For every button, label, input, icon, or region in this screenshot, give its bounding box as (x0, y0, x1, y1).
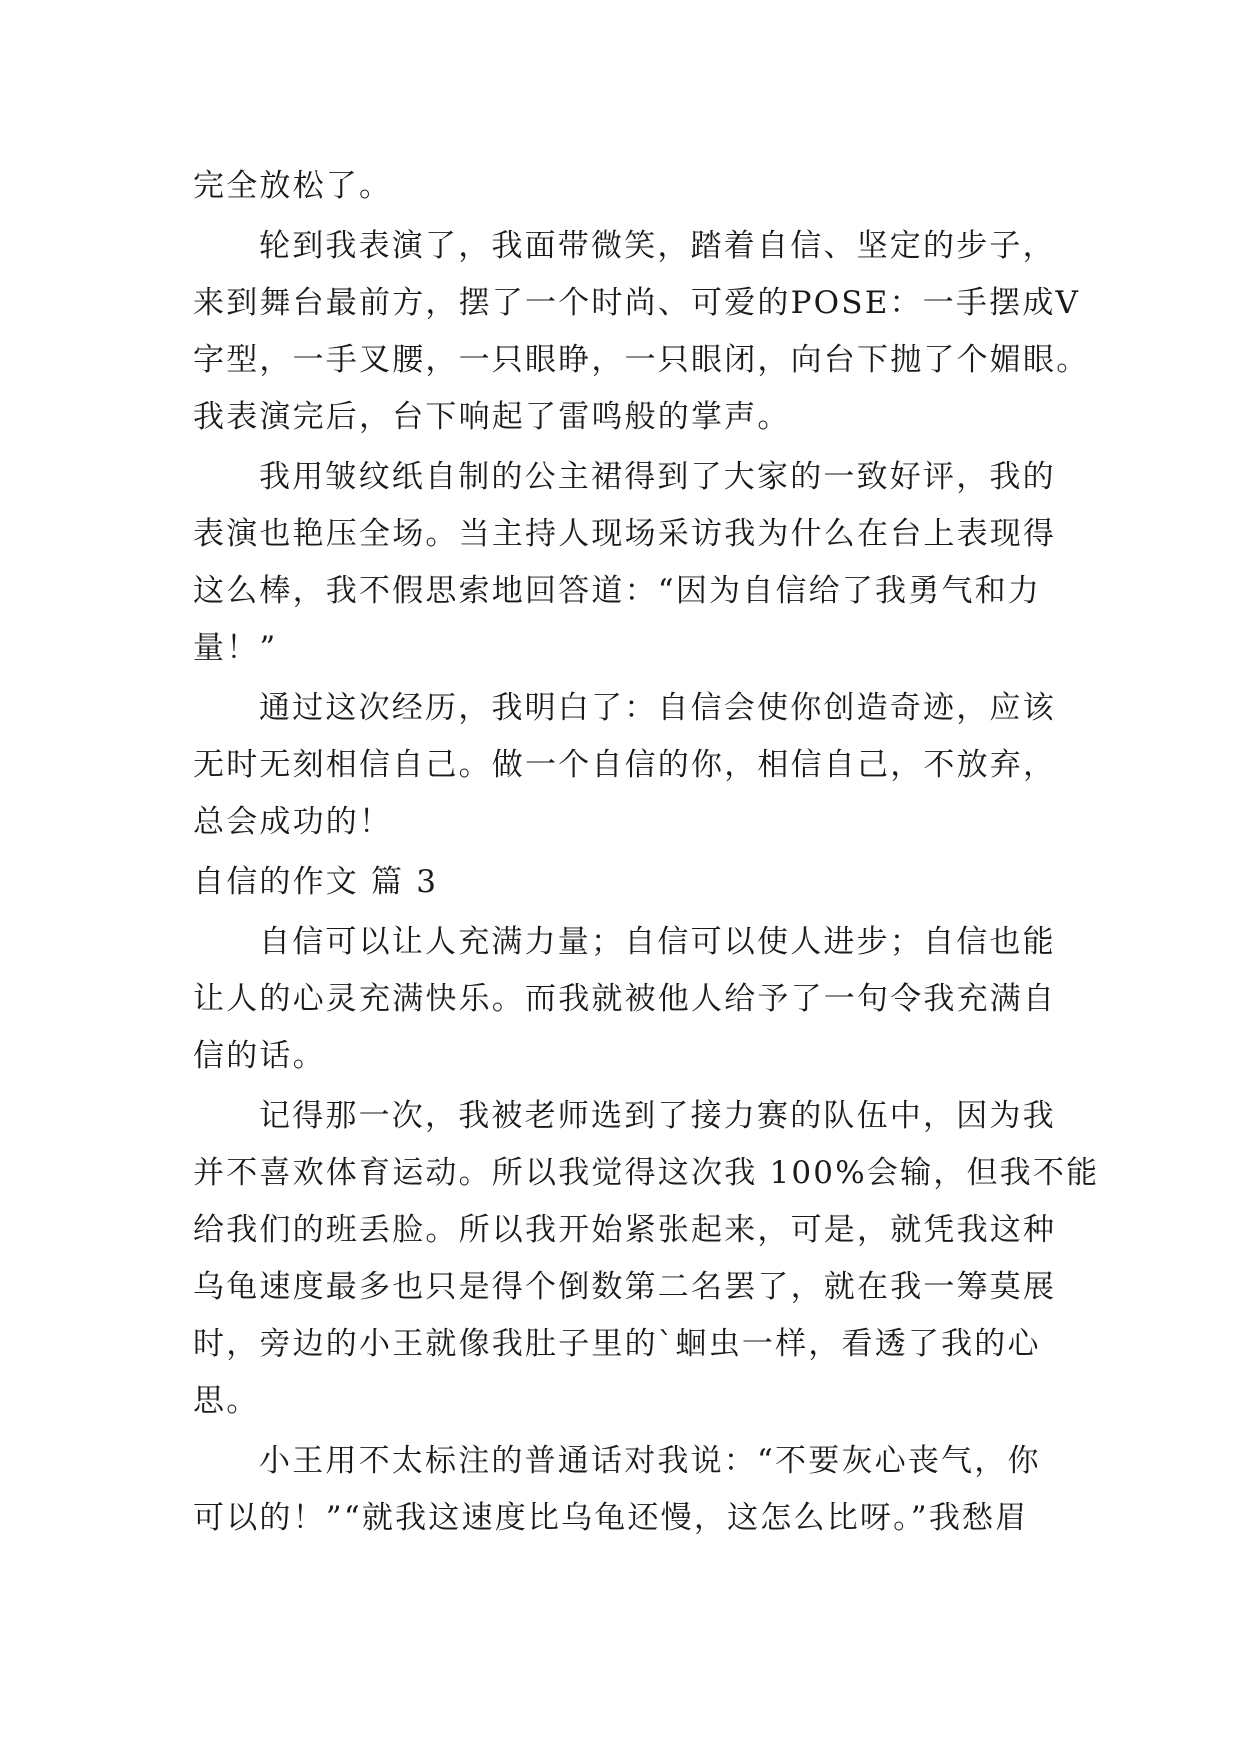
text-line: 记得那一次，我被老师选到了接力赛的队伍中，因为我 (259, 1098, 1056, 1134)
paragraph-intro (193, 914, 1057, 1085)
text-line: 信的话。 (193, 1038, 326, 1074)
text-line: 字型，一手叉腰，一只眼睁，一只眼闭，向台下抛了个媚眼。 (193, 342, 1090, 378)
text-line: 时，旁边的小王就像我肚子里的`蛔虫一样，看透了我的心 (193, 1326, 1041, 1362)
text-line: 乌龟速度最多也只是得个倒数第二名罢了，就在我一筹莫展 (193, 1269, 1057, 1305)
text-line: 可以的！”“就我这速度比乌龟还慢，这怎么比呀。”我愁眉 (193, 1500, 1029, 1536)
text-line: 完全放松了。 (193, 168, 393, 204)
text-line: 轮到我表演了，我面带微笑，踏着自信、坚定的步子， (259, 228, 1056, 264)
text-line: 小王用不太标注的普通话对我说：“不要灰心丧气，你 (259, 1443, 1041, 1479)
text-line: 并不喜欢体育运动。所以我觉得这次我 100%会输，但我不能 (193, 1155, 1100, 1191)
paragraph-relay (193, 1088, 1100, 1430)
paragraph-continuation (193, 158, 1053, 215)
text-line: 给我们的班丢脸。所以我开始紧张起来，可是，就凭我这种 (193, 1212, 1057, 1248)
text-line: 让人的心灵充满快乐。而我就被他人给予了一句令我充满自 (193, 981, 1057, 1017)
section-heading: 自信的作文 篇 3 (193, 864, 439, 900)
text-line: 我表演完后，台下响起了雷鸣般的掌声。 (193, 399, 791, 435)
text-line: 表演也艳压全场。当主持人现场采访我为什么在台上表现得 (193, 516, 1057, 552)
text-line: 无时无刻相信自己。做一个自信的你，相信自己，不放弃， (193, 747, 1057, 783)
paragraph-praise (193, 449, 1057, 677)
text-line: 量！” (193, 630, 278, 666)
text-line: 这么棒，我不假思索地回答道：“因为自信给了我勇气和力 (193, 573, 1042, 609)
text-line: 自信可以让人充满力量；自信可以使人进步；自信也能 (259, 924, 1056, 960)
text-line: 总会成功的！ (193, 804, 393, 840)
paragraph-conclusion (193, 680, 1057, 851)
text-line: 思。 (193, 1383, 260, 1419)
essay-body (193, 158, 1100, 1550)
paragraph-dialogue (193, 1433, 1053, 1547)
text-line: 通过这次经历，我明白了：自信会使你创造奇迹，应该 (259, 690, 1056, 726)
text-line: 来到舞台最前方，摆了一个时尚、可爱的POSE：一手摆成V (193, 285, 1081, 321)
text-line: 我用皱纹纸自制的公主裙得到了大家的一致好评，我的 (259, 459, 1056, 495)
paragraph-performance (193, 218, 1090, 446)
